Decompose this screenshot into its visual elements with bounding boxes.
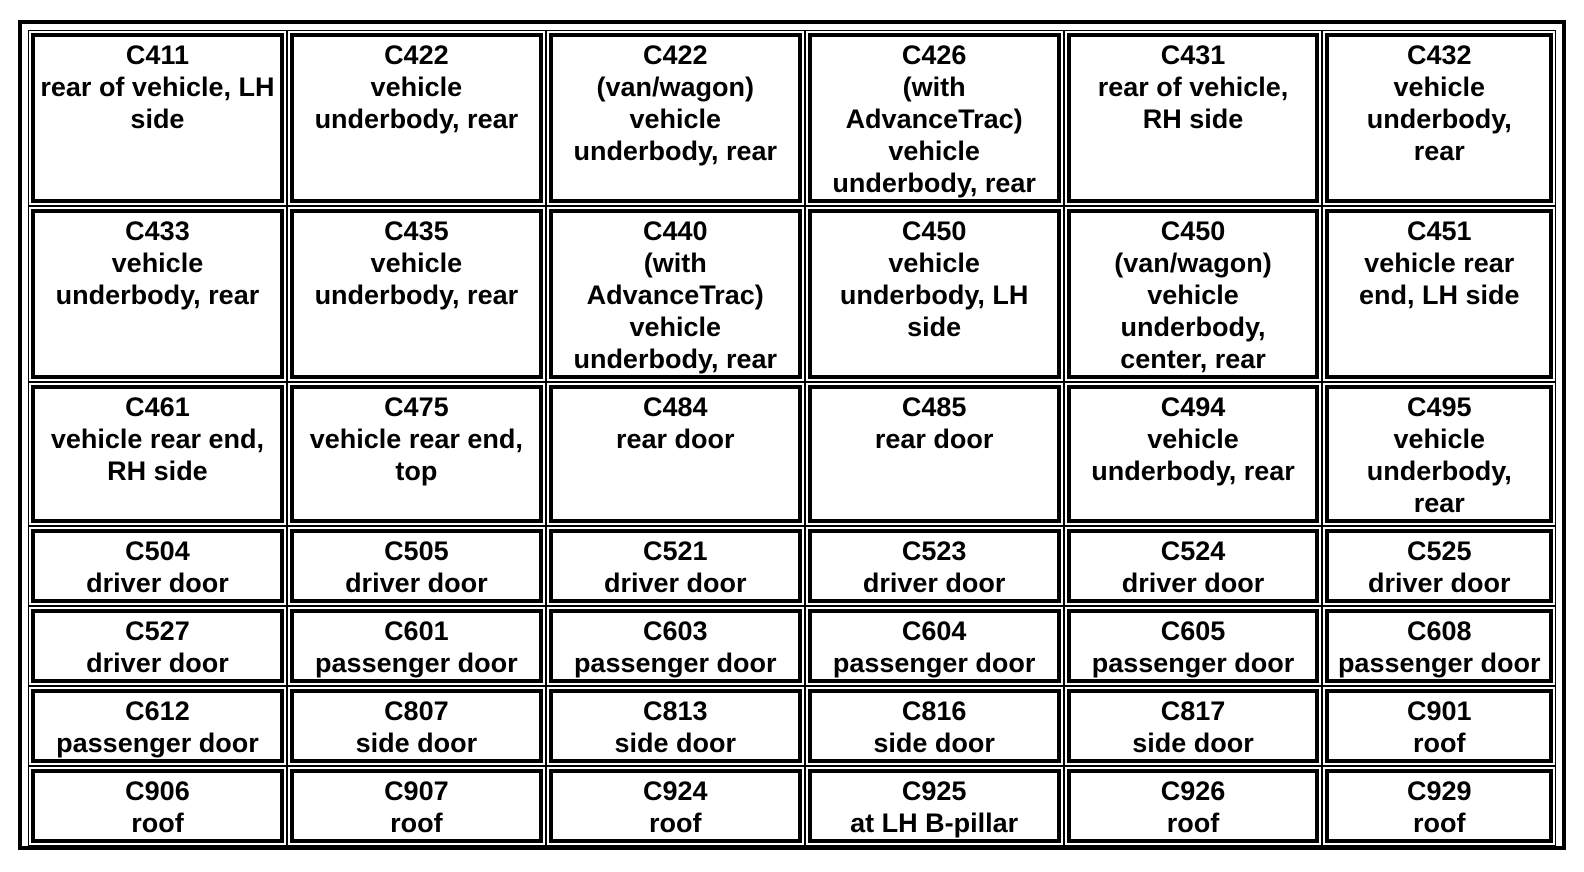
table-cell: C433 vehicle underbody, rear xyxy=(31,209,284,379)
table-row xyxy=(31,33,1553,203)
table-cell: C901 roof xyxy=(1325,689,1553,763)
table-cell: C440 (with AdvanceTrac) vehicle underbody, rear xyxy=(549,209,802,379)
table-cell: C816 side door xyxy=(808,689,1061,763)
table-cell: C924 roof xyxy=(549,769,802,843)
table-cell: C484 rear door xyxy=(549,385,802,523)
table-cell: C907 roof xyxy=(290,769,543,843)
table-cell: C435 vehicle underbody, rear xyxy=(290,209,543,379)
table-cell: C521 driver door xyxy=(549,529,802,603)
table-cell: C432 vehicle underbody, rear xyxy=(1325,33,1553,203)
table-row xyxy=(31,529,1553,603)
table-cell: C461 vehicle rear end, RH side xyxy=(31,385,284,523)
table-cell: C527 driver door xyxy=(31,609,284,683)
table-cell: C813 side door xyxy=(549,689,802,763)
table-cell: C523 driver door xyxy=(808,529,1061,603)
table-cell: C411 rear of vehicle, LH side xyxy=(31,33,284,203)
connector-location-table xyxy=(18,20,1566,850)
table-cell: C612 passenger door xyxy=(31,689,284,763)
table-cell: C525 driver door xyxy=(1325,529,1553,603)
table-cell: C431 rear of vehicle, RH side xyxy=(1067,33,1320,203)
table-cell: C524 driver door xyxy=(1067,529,1320,603)
table-cell: C929 roof xyxy=(1325,769,1553,843)
table-cell: C605 passenger door xyxy=(1067,609,1320,683)
table-cell: C494 vehicle underbody, rear xyxy=(1067,385,1320,523)
table-cell: C603 passenger door xyxy=(549,609,802,683)
connector-table xyxy=(25,27,1559,849)
table-cell: C485 rear door xyxy=(808,385,1061,523)
table-cell: C426 (with AdvanceTrac) vehicle underbody, rear xyxy=(808,33,1061,203)
table-row xyxy=(31,769,1553,843)
table-cell: C422 (van/wagon) vehicle underbody, rear xyxy=(549,33,802,203)
table-row xyxy=(31,385,1553,523)
table-cell: C450 vehicle underbody, LH side xyxy=(808,209,1061,379)
table-cell: C601 passenger door xyxy=(290,609,543,683)
table-cell: C495 vehicle underbody, rear xyxy=(1325,385,1553,523)
table-cell: C608 passenger door xyxy=(1325,609,1553,683)
table-row xyxy=(31,689,1553,763)
table-cell: C505 driver door xyxy=(290,529,543,603)
table-cell: C906 roof xyxy=(31,769,284,843)
table-cell: C925 at LH B-pillar xyxy=(808,769,1061,843)
table-cell: C504 driver door xyxy=(31,529,284,603)
table-cell: C926 roof xyxy=(1067,769,1320,843)
table-cell: C450 (van/wagon) vehicle underbody, center, rear xyxy=(1067,209,1320,379)
table-row xyxy=(31,609,1553,683)
table-row xyxy=(31,209,1553,379)
table-cell: C475 vehicle rear end, top xyxy=(290,385,543,523)
table-cell: C604 passenger door xyxy=(808,609,1061,683)
table-cell: C422 vehicle underbody, rear xyxy=(290,33,543,203)
table-cell: C451 vehicle rear end, LH side xyxy=(1325,209,1553,379)
table-cell: C817 side door xyxy=(1067,689,1320,763)
table-cell: C807 side door xyxy=(290,689,543,763)
